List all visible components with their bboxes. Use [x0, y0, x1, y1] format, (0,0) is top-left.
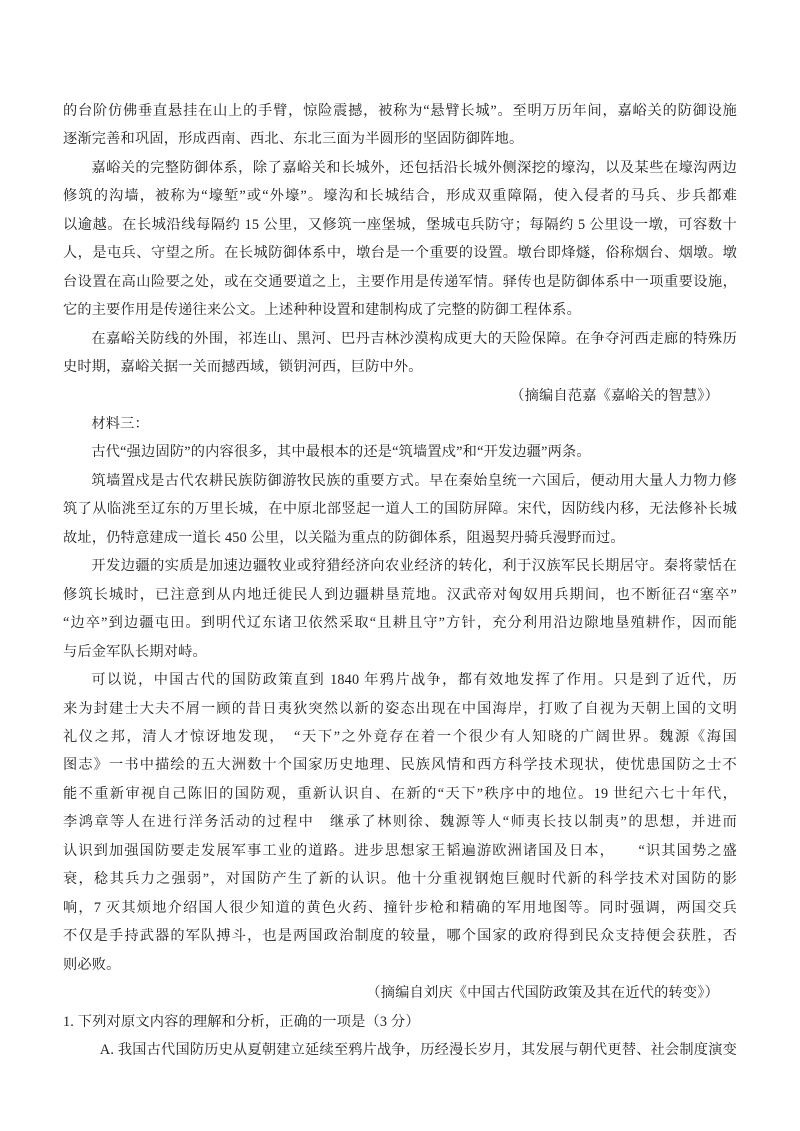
body-line: 李鸿章等人在进行洋务活动的过程中 继承了林则徐、魏源等人“师夷长技以制夷”的思想，并进而 [63, 814, 737, 831]
body-line: 史时期，嘉峪关据一关而撼西域，锁钥河西，巨防中外。 [63, 359, 423, 376]
source-attribution: （摘编自范嘉《嘉峪关的智慧》） [510, 387, 719, 404]
body-line: 则必败。 [63, 956, 121, 973]
body-line: “边卒”到边疆屯田。到明代辽东诸卫依然采取“且耕且守”方针，充分利用沿边隙地垦殖耕作，因而能 [63, 615, 737, 632]
body-line: 开发边疆的实质是加速边疆牧业或狩猎经济向农业经济的转化，利于汉族军民长期居守。秦将蒙恬在 [91, 558, 737, 575]
body-line: 能不重新审视自己陈旧的国防观，重新认识自、在新的“天下”秩序中的地位。19 世纪六七十年代， [63, 785, 737, 802]
body-line: 筑墙置戍是古代农耕民族防御游牧民族的重要方式。早在秦始皇统一六国后，便动用大量人力物力修 [91, 472, 737, 489]
source-attribution: （摘编自刘庆《中国古代国防政策及其在近代的转变》） [366, 985, 719, 1002]
body-line: 古代“强边固防”的内容很多，其中最根本的还是“筑墙置戍”和“开发边疆”两条。 [91, 444, 591, 461]
body-line: 以逾越。在长城沿线每隔约 15 公里，又修筑一座堡城，堡城屯兵防守；每隔约 5 公里设一墩，可容数十 [63, 216, 737, 233]
body-line: 台设置在高山险要之处，或在交通要道之上，主要作用是传递军情。驿传也是防御体系中一项重要设施， [63, 273, 737, 290]
body-line: 嘉峪关的完整防御体系，除了嘉峪关和长城外，还包括沿长城外侧深挖的壕沟，以及某些在壕沟两边 [91, 159, 737, 176]
body-line: 图志》一书中描绘的五大洲数十个国家历史地理、民族风情和西方科学技术现状，使忧患国防之士不 [63, 757, 737, 774]
material-2-excerpt [63, 97, 737, 410]
body-line: 逐渐完善和巩固，形成西南、西北、东北三面为半圆形的坚固防御阵地。 [63, 131, 524, 148]
body-line: 认识到加强国防要走发展军事工业的道路。进步思想家王韬遍游欧洲诸国及日本， “识其国势之盛 [63, 842, 737, 859]
body-line: 修筑长城时，已注意到从内地迁徙民人到边疆耕垦荒地。汉武帝对匈奴用兵期间，也不断征召“塞卒” [63, 586, 737, 603]
question-1-section [63, 1008, 737, 1065]
body-line: 的台阶仿佛垂直悬挂在山上的手臂，惊险震撼，被称为“悬臂长城”。至明万历年间，嘉峪关的防御设施 [63, 103, 737, 119]
body-line: 来为封建士大夫不屑一顾的昔日夷狄突然以新的姿态出现在中国海岸，打败了自视为天朝上国的文明 [63, 700, 737, 717]
body-line: 修筑的沟墙，被称为“壕堑”或“外壕”。壕沟和长城结合，形成双重障隔，使入侵者的马兵、步兵都难 [63, 188, 737, 205]
body-line: 筑了从临洮至辽东的万里长城，在中原北部竖起一道人工的国防屏障。宋代，因防线内移，无法修补长城 [63, 501, 737, 518]
body-line: 衰，稔其兵力之强弱”，对国防产生了新的认识。他十分重视钢炮巨舰时代新的科学技术对国防的影 [63, 871, 737, 888]
body-line: 礼仪之邦，清人才惊讶地发现， “天下”之外竟存在着一个很少有人知晓的广阔世界。魏源《海国 [63, 728, 737, 745]
body-line: 它的主要作用是传递往来公文。上述种种设置和建制构成了完整的防御工程体系。 [63, 302, 581, 319]
body-line: 故址，仍特意建成一道长 450 公里，以关隘为重点的防御体系，阻遏契丹骑兵漫野而过。 [63, 529, 625, 546]
question-1-option-a: A. 我国古代国防历史从夏朝建立延续至鸦片战争，历经漫长岁月，其发展与朝代更替、社会制度演变 [99, 1041, 737, 1058]
body-line: 在嘉峪关防线的外围，祁连山、黑河、巴丹吉林沙漠构成更大的天险保障。在争夺河西走廊的特殊历 [91, 330, 737, 347]
body-line: 不仅是手持武器的军队搏斗，也是两国政治制度的较量，哪个国家的政府得到民众支持便会获胜，否 [63, 928, 737, 945]
body-line: 与后金军队长期对峙。 [63, 643, 207, 660]
body-line: 人，是屯兵、守望之所。在长城防御体系中，墩台是一个重要的设置。墩台即烽燧，俗称烟台、烟墩。墩 [63, 245, 737, 262]
material-3-section [63, 410, 737, 1008]
question-1-stem: 1. 下列对原文内容的理解和分析，正确的一项是（3 分） [63, 1013, 420, 1030]
body-line: 响，7 灭其烦地介绍国人很少知道的黄色火药、撞针步枪和精确的军用地图等。同时强调，两国交兵 [63, 899, 737, 916]
body-line: 可以说，中国古代的国防政策直到 1840 年鸦片战争，都有效地发挥了作用。只是到了近代，历 [91, 672, 737, 689]
material-3-label: 材料三： [91, 415, 149, 432]
